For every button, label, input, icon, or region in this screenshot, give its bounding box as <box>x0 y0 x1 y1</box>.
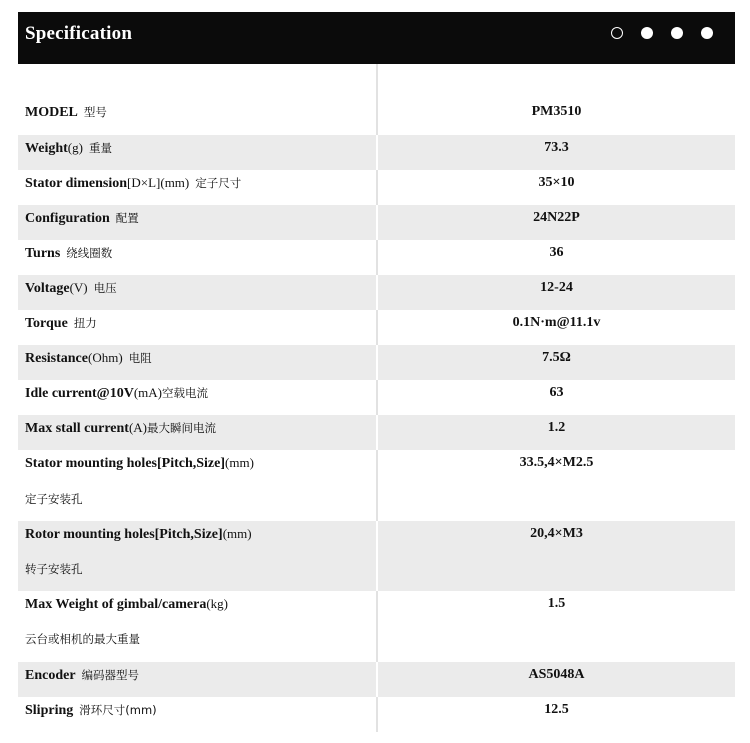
label-en: Stator dimension <box>25 176 128 191</box>
dot-4-icon[interactable] <box>701 27 713 39</box>
table-row <box>18 591 735 662</box>
label-en: MODEL <box>25 105 78 120</box>
table-row <box>18 135 735 170</box>
label-unit: (mm) <box>222 526 252 541</box>
label-en: Idle current@10V <box>25 386 134 401</box>
label-en: Stator mounting holes[Pitch,Size] <box>25 456 226 471</box>
table-row <box>18 205 735 240</box>
label-zh: 空载电流 <box>161 386 208 400</box>
label-en: Turns <box>25 246 61 261</box>
label-en: Voltage <box>25 281 70 296</box>
spec-label <box>25 350 152 367</box>
spec-value: 63 <box>549 385 564 400</box>
spec-label-zh-line <box>25 561 83 577</box>
label-zh: 定子尺寸 <box>195 176 242 190</box>
spec-value: 24N22P <box>533 210 580 225</box>
table-row <box>18 64 735 135</box>
column-divider <box>376 64 378 135</box>
label-zh: 重量 <box>88 141 112 155</box>
spec-header <box>18 12 735 64</box>
label-zh: 配置 <box>115 211 139 225</box>
label-en: Resistance <box>25 351 88 366</box>
page-title: Specification <box>25 23 133 44</box>
label-unit: (V) <box>69 280 88 295</box>
spec-label <box>25 526 252 543</box>
spec-value: 1.5 <box>547 596 566 611</box>
spec-label <box>25 667 139 684</box>
spec-value: AS5048A <box>528 667 585 682</box>
spec-label <box>25 455 254 472</box>
table-row <box>18 345 735 380</box>
pagination-dots <box>611 27 713 41</box>
spec-value: 12.5 <box>544 702 569 717</box>
label-zh: 编码器型号 <box>81 668 140 682</box>
table-row <box>18 662 735 697</box>
spec-label <box>25 385 208 402</box>
label-zh: 定子安装孔 <box>25 492 83 506</box>
spec-sheet <box>18 12 735 734</box>
table-row <box>18 415 735 450</box>
table-row <box>18 240 735 275</box>
spec-value: 20,4×M3 <box>530 526 583 541</box>
label-en: Rotor mounting holes[Pitch,Size] <box>25 527 223 542</box>
label-en: Configuration <box>25 211 110 226</box>
spec-label <box>25 104 107 121</box>
label-zh: 最大瞬间电流 <box>147 421 216 435</box>
label-en: Max stall current <box>25 421 129 436</box>
label-unit: (mA) <box>133 385 162 400</box>
table-row <box>18 697 735 732</box>
table-row <box>18 380 735 415</box>
dot-2-icon[interactable] <box>641 27 653 39</box>
spec-label-zh-line <box>25 491 83 507</box>
table-row <box>18 170 735 205</box>
spec-label <box>25 420 216 437</box>
label-unit: [D×L](mm) <box>127 175 190 190</box>
label-en: Slipring <box>25 703 74 718</box>
label-zh: 绕线圈数 <box>66 246 113 260</box>
dot-3-icon[interactable] <box>671 27 683 39</box>
label-unit: (kg) <box>206 596 228 611</box>
spec-value: 33.5,4×M2.5 <box>519 455 594 470</box>
label-en: Weight <box>25 141 68 156</box>
spec-label <box>25 702 157 719</box>
table-row <box>18 310 735 345</box>
label-zh: 云台或相机的最大重量 <box>25 632 140 646</box>
spec-label <box>25 596 228 613</box>
spec-value: 36 <box>549 245 564 260</box>
label-zh: 滑环尺寸(mm) <box>79 703 157 717</box>
label-en: Encoder <box>25 668 76 683</box>
label-unit: (A) <box>128 420 147 435</box>
label-unit: (mm) <box>225 455 254 470</box>
dot-1-icon[interactable] <box>611 27 623 39</box>
label-unit: (Ohm) <box>88 350 123 365</box>
spec-table <box>18 64 735 732</box>
spec-label <box>25 140 112 157</box>
spec-label <box>25 210 139 227</box>
spec-value: 0.1N·m@11.1v <box>512 315 601 330</box>
label-zh: 转子安装孔 <box>25 562 83 576</box>
label-unit: (g) <box>67 140 83 155</box>
spec-label <box>25 175 241 192</box>
label-en: Torque <box>25 316 68 331</box>
spec-value: 35×10 <box>538 175 575 190</box>
table-row <box>18 275 735 310</box>
spec-label-zh-line <box>25 631 140 647</box>
table-row <box>18 521 735 591</box>
spec-value: 12-24 <box>540 280 573 295</box>
spec-value: 73.3 <box>544 140 569 155</box>
spec-value: 7.5Ω <box>542 350 571 365</box>
label-zh: 扭力 <box>73 316 97 330</box>
spec-label <box>25 280 117 297</box>
label-zh: 电阻 <box>128 351 152 365</box>
label-zh: 型号 <box>83 105 107 119</box>
spec-value: 1.2 <box>547 420 566 435</box>
spec-value: PM3510 <box>531 104 582 119</box>
spec-label <box>25 245 112 262</box>
table-row <box>18 450 735 521</box>
spec-label <box>25 315 97 332</box>
label-zh: 电压 <box>93 281 117 295</box>
label-en: Max Weight of gimbal/camera <box>25 597 207 612</box>
